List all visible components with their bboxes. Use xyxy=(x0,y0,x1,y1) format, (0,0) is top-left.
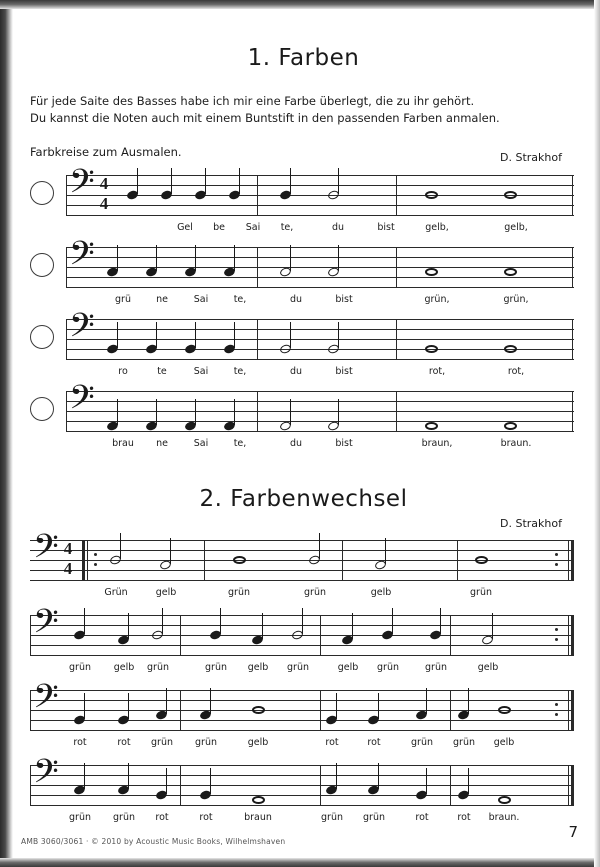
lyric: grün xyxy=(205,662,227,673)
lyric: rot xyxy=(367,737,381,748)
lyric: grün xyxy=(151,737,173,748)
piece-1-system-2 xyxy=(13,235,594,305)
lyric: grün xyxy=(363,812,385,823)
stave xyxy=(66,163,574,215)
lyric: rot xyxy=(199,812,213,823)
lyric: bist xyxy=(377,222,395,233)
bass-clef: 𝄢 xyxy=(33,603,59,649)
brown-circle[interactable] xyxy=(30,397,54,421)
lyric: te, xyxy=(233,294,247,305)
piece-1-system-4 xyxy=(13,379,594,449)
piece-1-system-1 xyxy=(13,163,594,233)
lyric: grün xyxy=(321,812,343,823)
piece-1-system-3 xyxy=(13,307,594,377)
page-edge-right xyxy=(594,0,600,867)
lyric: te xyxy=(157,366,167,377)
lyric: Sai xyxy=(245,222,261,233)
lyric: grün xyxy=(195,737,217,748)
lyric: gelb xyxy=(247,737,269,748)
bass-clef: 𝄢 xyxy=(33,528,59,574)
lyric: du xyxy=(331,222,345,233)
lyric: grün xyxy=(69,662,91,673)
piece-1-intro xyxy=(30,93,570,127)
lyric: rot xyxy=(325,737,339,748)
yellow-circle[interactable] xyxy=(30,181,54,205)
lyric: du xyxy=(289,438,303,449)
green-circle[interactable] xyxy=(30,253,54,277)
lyric: ro xyxy=(118,366,128,377)
bass-clef: 𝄢 xyxy=(33,753,59,799)
lyric: rot, xyxy=(507,366,525,377)
stave xyxy=(30,678,574,730)
lyric: gelb xyxy=(247,662,269,673)
lyric: gelb xyxy=(493,737,515,748)
lyric: rot, xyxy=(428,366,446,377)
lyric: rot xyxy=(117,737,131,748)
page-edge-bottom xyxy=(0,858,600,867)
lyric: bist xyxy=(335,438,353,449)
stave xyxy=(66,235,574,287)
lyric: grün xyxy=(147,662,169,673)
stave xyxy=(30,603,574,655)
lyric: du xyxy=(289,294,303,305)
lyric: grün xyxy=(228,587,250,598)
red-circle[interactable] xyxy=(30,325,54,349)
page-content xyxy=(13,9,594,858)
lyric: bist xyxy=(335,294,353,305)
lyric: te, xyxy=(233,438,247,449)
lyric: grün xyxy=(411,737,433,748)
lyric: rot xyxy=(73,737,87,748)
lyric: Gel xyxy=(177,222,193,233)
lyric: gelb, xyxy=(425,222,449,233)
lyric: bist xyxy=(335,366,353,377)
stave xyxy=(66,379,574,431)
repeat-start xyxy=(82,540,92,580)
stave xyxy=(30,753,574,805)
lyric: brau xyxy=(112,438,134,449)
piece-2-system-3 xyxy=(13,678,594,748)
bass-clef: 𝄢 xyxy=(69,307,95,353)
lyric: grün xyxy=(470,587,492,598)
lyric: grün, xyxy=(503,294,529,305)
lyric: grün xyxy=(377,662,399,673)
bass-clef: 𝄢 xyxy=(69,235,95,281)
lyric: gelb xyxy=(477,662,499,673)
time-signature-bottom: 4 xyxy=(99,194,109,213)
piece-2-composer: D. Strakhof xyxy=(500,517,562,530)
repeat-end xyxy=(564,615,574,655)
lyric: rot xyxy=(155,812,169,823)
lyric: braun, xyxy=(421,438,453,449)
time-signature-top: 4 xyxy=(63,539,73,558)
lyric: grün xyxy=(113,812,135,823)
page-edge-top xyxy=(0,0,600,9)
stave xyxy=(30,528,574,580)
piece-1-title: 1. Farben xyxy=(247,45,360,71)
lyric: gelb, xyxy=(504,222,528,233)
lyric: grü xyxy=(115,294,131,305)
lyric: Sai xyxy=(193,366,209,377)
lyric: gelb xyxy=(337,662,359,673)
intro-line-1: Für jede Saite des Basses habe ich mir eine Farbe überlegt, die zu ihr gehört. xyxy=(30,94,475,108)
intro-line-2: Du kannst die Noten auch mit einem Buntstift in den passenden Farben anmalen. xyxy=(30,111,500,125)
repeat-end xyxy=(564,690,574,730)
lyric: ne xyxy=(156,294,168,305)
lyric: te, xyxy=(233,366,247,377)
time-signature-bottom: 4 xyxy=(63,559,73,578)
lyric: rot xyxy=(457,812,471,823)
lyric: ne xyxy=(156,438,168,449)
lyric: Sai xyxy=(193,438,209,449)
piece-2-title: 2. Farbenwechsel xyxy=(199,486,408,512)
lyric: grün, xyxy=(424,294,450,305)
lyric: gelb xyxy=(370,587,392,598)
piece-1-subnote: Farbkreise zum Ausmalen. xyxy=(30,145,182,159)
lyric: grün xyxy=(425,662,447,673)
lyric: Sai xyxy=(193,294,209,305)
bass-clef: 𝄢 xyxy=(69,379,95,425)
page-number: 7 xyxy=(568,823,578,841)
lyric: rot xyxy=(415,812,429,823)
repeat-end xyxy=(564,540,574,580)
time-signature-top: 4 xyxy=(99,174,109,193)
piece-2-system-1 xyxy=(13,528,594,598)
lyric: braun. xyxy=(488,812,520,823)
lyric: du xyxy=(289,366,303,377)
lyric: braun xyxy=(244,812,272,823)
lyric: grün xyxy=(287,662,309,673)
lyric: grün xyxy=(69,812,91,823)
piece-1-composer: D. Strakhof xyxy=(500,151,562,164)
footer-credit: AMB 3060/3061 · © 2010 by Acoustic Music Books, Wilhelmshaven xyxy=(21,837,286,846)
lyric: Grün xyxy=(104,587,128,598)
piece-2-system-2 xyxy=(13,603,594,673)
lyric: be xyxy=(213,222,225,233)
lyric: te, xyxy=(280,222,294,233)
lyric: gelb xyxy=(113,662,135,673)
piece-2-system-4 xyxy=(13,753,594,823)
page-edge-left xyxy=(0,0,13,867)
bass-clef: 𝄢 xyxy=(33,678,59,724)
lyric: grün xyxy=(453,737,475,748)
lyric: braun. xyxy=(500,438,532,449)
lyric: gelb xyxy=(155,587,177,598)
lyric: grün xyxy=(304,587,326,598)
stave xyxy=(66,307,574,359)
bass-clef: 𝄢 xyxy=(69,163,95,209)
final-barline xyxy=(564,765,574,805)
